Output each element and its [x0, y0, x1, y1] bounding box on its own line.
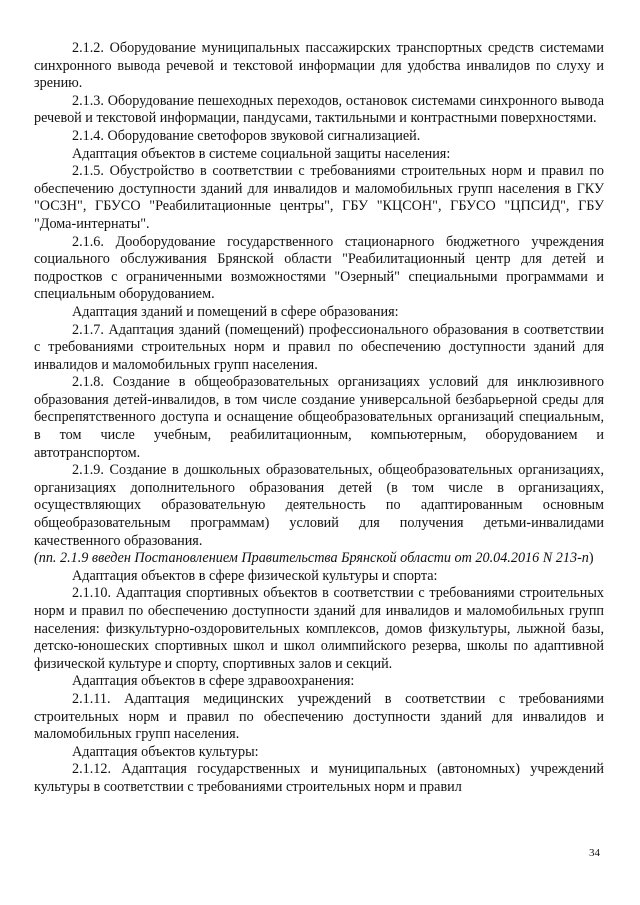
section-heading-healthcare: Адаптация объектов в сфере здравоохранения: — [72, 673, 355, 690]
paragraph-2-1-2: 2.1.2. Оборудование муниципальных пассажирских транспортных средств системами синхронного вывода речевой и текстовой информации для удобства инвалидов по слуху и зрению. — [34, 40, 604, 92]
page-number: 34 — [589, 847, 600, 859]
paragraph-2-1-6: 2.1.6. Дооборудование государственного стационарного бюджетного учреждения социального обслуживания Брянской области "Реабилитационный центр для детей и подростков с ограниченными возможностями "Озерный" специальными программами и специальным оборудованием. — [34, 233, 604, 303]
section-heading-sports: Адаптация объектов в сфере физической культуры и спорта: — [72, 567, 438, 584]
paragraph-2-1-11: 2.1.11. Адаптация медицинских учреждений в соответствии с требованиями строительных норм и правил по обеспечению доступности зданий для инвалидов и маломобильных групп населения. — [34, 690, 604, 743]
amendment-note-close: ) — [588, 550, 594, 567]
paragraph-2-1-10: 2.1.10. Адаптация спортивных объектов в соответствии с требованиями строительных норм и правил по обеспечению доступности зданий для инвалидов и маломобильных групп населения: физкультурно-оздоровительных комплексов, домов физкультуры, лыжной базы, детско-юношеских спортивных школ и школ олимпийского резерва, школы по адаптивной физической культуре и спорту, спортивных залов и секций. — [34, 585, 604, 672]
document-body — [34, 40, 604, 797]
paragraph-2-1-8: 2.1.8. Создание в общеобразовательных организациях условий для инклюзивного образования детей-инвалидов, в том числе создание универсальной безбарьерной среды для беспрепятственного доступа и оснащение общеобразовательных организаций специальным, в том числе учебным, реабилитационным, компьютерным, оборудованием и автотранспортом. — [34, 374, 604, 461]
section-heading-culture: Адаптация объектов культуры: — [72, 743, 259, 760]
paragraph-2-1-9: 2.1.9. Создание в дошкольных образовательных, общеобразовательных организациях, организациях дополнительного образования детей (в том числе в организациях, осуществляющих образовательную деятельность по адаптированным основным общеобразовательным программам) условий для получения детьми-инвалидами качественного образования. — [34, 462, 604, 549]
section-heading-education: Адаптация зданий и помещений в сфере образования: — [72, 303, 399, 320]
paragraph-2-1-4: 2.1.4. Оборудование светофоров звуковой сигнализацией. — [72, 127, 421, 144]
paragraph-2-1-12: 2.1.12. Адаптация государственных и муниципальных (автономных) учреждений культуры в соответствии с требованиями строительных норм и правил — [34, 761, 604, 795]
amendment-note-text: (пп. 2.1.9 введен Постановлением Правительства Брянской области от 20.04.2016 N 213-п — [34, 550, 589, 567]
paragraph-2-1-7: 2.1.7. Адаптация зданий (помещений) профессионального образования в соответствии с требованиями строительных норм и правил по обеспечению доступности зданий для инвалидов и маломобильных групп населения. — [34, 321, 604, 373]
paragraph-2-1-3: 2.1.3. Оборудование пешеходных переходов, остановок системами синхронного вывода речевой и текстовой информации, пандусами, тактильными и контрастными поверхностями. — [34, 92, 604, 127]
paragraph-2-1-5: 2.1.5. Обустройство в соответствии с требованиями строительных норм и правил по обеспечению доступности зданий для инвалидов и маломобильных групп населения в ГКУ "ОСЗН", ГБУСО "Реабилитационные центры", ГБУ "КЦСОН", ГБУСО "ЦПСИД", ГБУ "Дома-интернаты". — [34, 163, 604, 232]
section-heading-social-protection: Адаптация объектов в системе социальной защиты населения: — [72, 145, 451, 162]
amendment-note — [34, 550, 604, 568]
